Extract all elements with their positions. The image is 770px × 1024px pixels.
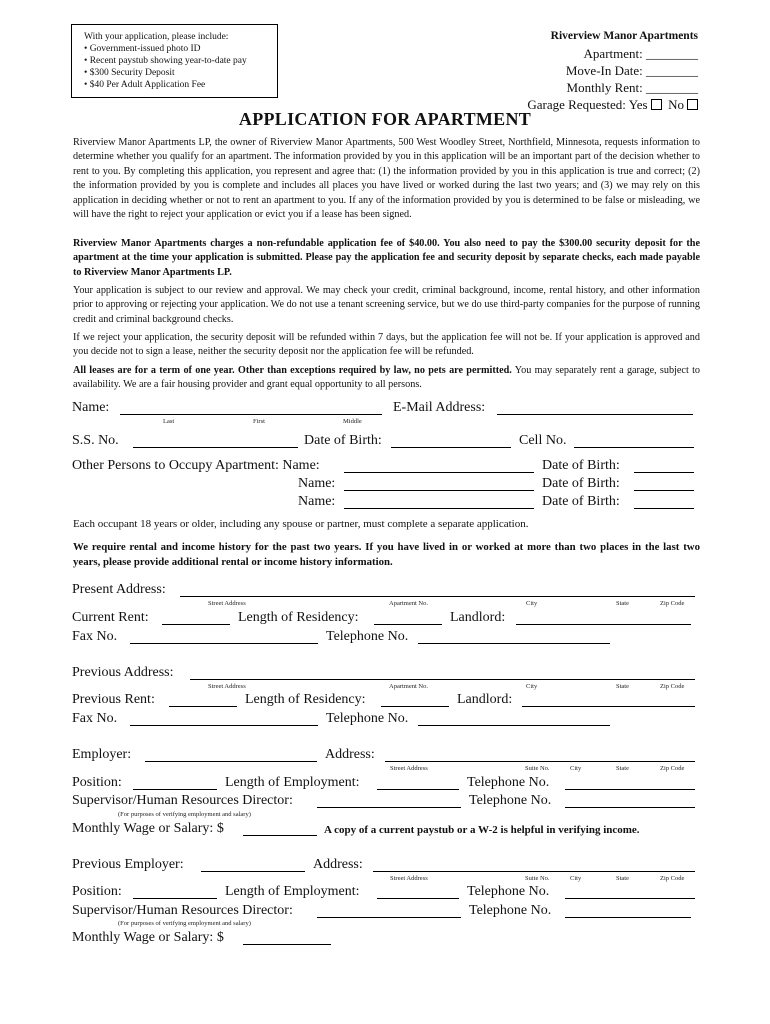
checklist-item: • $40 Per Adult Application Fee [84, 80, 206, 90]
employer-telephone-line[interactable] [565, 789, 695, 790]
garage-no-label: No [668, 97, 684, 112]
purposes-hint: (For purposes of verifying employment and salary) [118, 811, 251, 818]
first-name-hint: First [253, 418, 265, 425]
telephone-line[interactable] [418, 725, 610, 726]
employer-address-line[interactable] [385, 761, 695, 762]
dob-input-line[interactable] [391, 447, 511, 448]
zip-hint: Zip Code [660, 600, 685, 607]
supervisor-label: Supervisor/Human Resources Director: [72, 903, 293, 918]
supervisor-telephone-line[interactable] [565, 917, 691, 918]
monthly-rent-field[interactable]: Monthly Rent: ________ [566, 80, 698, 95]
wage-label: Monthly Wage or Salary: $ [72, 821, 224, 836]
apartment-field[interactable]: Apartment: ________ [583, 46, 698, 61]
garage-label: Garage Requested: [527, 97, 626, 112]
residency-line[interactable] [381, 706, 449, 707]
wage-label: Monthly Wage or Salary: $ [72, 930, 224, 945]
telephone-label: Telephone No. [326, 629, 409, 644]
employer-label: Employer: [72, 747, 132, 762]
previous-rent-line[interactable] [169, 706, 237, 707]
checklist-intro: With your application, please include: [84, 32, 229, 42]
previous-employer-label: Previous Employer: [72, 857, 184, 872]
current-rent-label: Current Rent: [72, 610, 149, 625]
wage-line[interactable] [243, 944, 331, 945]
occupant-name-line[interactable] [344, 508, 534, 509]
street-hint: Street Address [390, 875, 428, 882]
state-hint: State [616, 875, 629, 882]
position-line[interactable] [133, 898, 217, 899]
previous-address-line[interactable] [190, 679, 695, 680]
required-documents-box [71, 24, 278, 98]
ssn-label: S.S. No. [72, 433, 119, 448]
supervisor-line[interactable] [317, 807, 461, 808]
state-hint: State [616, 600, 629, 607]
occupant-name-line[interactable] [344, 472, 534, 473]
fax-line[interactable] [130, 725, 318, 726]
purposes-hint: (For purposes of verifying employment and salary) [118, 920, 251, 927]
landlord-line[interactable] [516, 624, 691, 625]
landlord-line[interactable] [522, 706, 695, 707]
occupant-name-line[interactable] [344, 490, 534, 491]
intro-paragraph: Riverview Manor Apartments LP, the owner of Riverview Manor Apartments, 500 West Woodley Street, Northfield, Minnesota, requests information to determine whether you qualify for an apartment. The information provided by you in this application will be an important part of the decision whether to rent to you. By completing this application, you represent and agree that: (1) the information provided by you in this application is true and correct; (2) the information provided by you is complete and includes all places you have lived or worked during the last two years; and (3) we may rely on this application in deciding whether or not to rent an apartment to you. If any of the information provided by you is determined to be false or misleading, we will have the right to reject your application or evict you if a lease has been signed. [73, 137, 700, 221]
employer-address-label: Address: [325, 747, 375, 762]
employer-line[interactable] [145, 761, 317, 762]
dob-label: Date of Birth: [304, 433, 382, 448]
residency-line[interactable] [374, 624, 442, 625]
present-address-label: Present Address: [72, 582, 166, 597]
employment-length-label: Length of Employment: [225, 884, 360, 899]
checklist-item: • $300 Security Deposit [84, 68, 175, 78]
employer-telephone-label: Telephone No. [467, 884, 550, 899]
refund-paragraph: If we reject your application, the security deposit will be refunded within 7 days, but the application fee will not be. If your application is approved and you decide not to sign a lease, neither the security deposit nor the application fee will be refunded. [73, 332, 700, 358]
previous-rent-label: Previous Rent: [72, 692, 155, 707]
zip-hint: Zip Code [660, 875, 685, 882]
landlord-label: Landlord: [457, 692, 513, 707]
position-line[interactable] [133, 789, 217, 790]
position-label: Position: [72, 884, 122, 899]
checklist-item: • Government-issued photo ID [84, 44, 201, 54]
city-hint: City [570, 875, 582, 882]
fax-label: Fax No. [72, 711, 118, 726]
zip-hint: Zip Code [660, 683, 685, 690]
page-title: APPLICATION FOR APARTMENT [238, 109, 532, 129]
cell-input-line[interactable] [574, 447, 694, 448]
employment-length-line[interactable] [377, 898, 459, 899]
fax-label: Fax No. [72, 629, 118, 644]
occupant-name-label: Name: [298, 494, 336, 509]
suite-no-hint: Suite No. [525, 875, 550, 882]
state-hint: State [616, 765, 629, 772]
apartment-header [527, 28, 698, 113]
lease-terms-rest: You may separately rent a garage, subject to availability. We are a fair housing provider and grant equal opportunity to all persons. [73, 365, 700, 391]
street-hint: Street Address [390, 765, 428, 772]
occupant-dob-line[interactable] [634, 472, 694, 473]
fax-line[interactable] [130, 643, 318, 644]
middle-name-hint: Middle [343, 418, 362, 425]
previous-employer-address-line[interactable] [373, 871, 695, 872]
cell-label: Cell No. [519, 433, 567, 448]
other-occupants-label: Other Persons to Occupy Apartment: Name: [72, 458, 320, 473]
city-hint: City [526, 600, 538, 607]
paystub-note: A copy of a current paystub or a W-2 is helpful in verifying income. [324, 824, 640, 836]
apt-no-hint: Apartment No. [389, 683, 428, 690]
occupant-dob-label: Date of Birth: [542, 494, 620, 509]
previous-employer-address-label: Address: [313, 857, 363, 872]
employer-telephone-line[interactable] [565, 898, 695, 899]
employment-length-label: Length of Employment: [225, 775, 360, 790]
residency-label: Length of Residency: [245, 692, 366, 707]
email-label: E-Mail Address: [393, 400, 486, 415]
city-hint: City [570, 765, 582, 772]
move-in-date-field[interactable]: Move-In Date: ________ [565, 63, 698, 78]
street-hint: Street Address [208, 683, 246, 690]
name-label: Name: [72, 400, 110, 415]
garage-yes-label: Yes [628, 97, 648, 112]
zip-hint: Zip Code [660, 765, 685, 772]
wage-line[interactable] [243, 835, 317, 836]
email-input-line[interactable] [497, 414, 693, 415]
occupant-dob-line[interactable] [634, 490, 694, 491]
occupant-note: Each occupant 18 years or older, including any spouse or partner, must complete a separate application. [73, 518, 529, 530]
lease-terms-bold: All leases are for a term of one year. Other than exceptions required by law, no pets are permitted. [73, 365, 512, 376]
last-name-hint: Last [163, 418, 175, 425]
suite-no-hint: Suite No. [525, 765, 550, 772]
company-name: Riverview Manor Apartments [550, 30, 698, 42]
employer-telephone-label: Telephone No. [467, 775, 550, 790]
telephone-line[interactable] [418, 643, 610, 644]
previous-employer-line[interactable] [201, 871, 305, 872]
present-address-line[interactable] [180, 596, 695, 597]
supervisor-telephone-label: Telephone No. [469, 903, 552, 918]
current-rent-line[interactable] [162, 624, 230, 625]
telephone-label: Telephone No. [326, 711, 409, 726]
employment-length-line[interactable] [377, 789, 459, 790]
lease-terms-paragraph [73, 364, 700, 393]
landlord-label: Landlord: [450, 610, 506, 625]
occupant-dob-label: Date of Birth: [542, 458, 620, 473]
supervisor-line[interactable] [317, 917, 461, 918]
fee-paragraph: Riverview Manor Apartments charges a non-refundable application fee of $40.00. You also need to pay the $300.00 security deposit for the apartment at the time your application is submitted. Please pay the application fee and security deposit by separate checks, each made payable to Riverview Manor Apartments LP. [73, 238, 700, 278]
apt-no-hint: Apartment No. [389, 600, 428, 607]
street-hint: Street Address [208, 600, 246, 607]
supervisor-label: Supervisor/Human Resources Director: [72, 793, 293, 808]
previous-address-label: Previous Address: [72, 665, 174, 680]
checklist-item: • Recent paystub showing year-to-date pay [84, 56, 247, 66]
state-hint: State [616, 683, 629, 690]
residency-label: Length of Residency: [238, 610, 359, 625]
history-note: We require rental and income history for the past two years. If you have lived in or worked at more than two places in the last two years, please provide additional rental or income history information. [73, 541, 700, 568]
occupant-name-label: Name: [298, 476, 336, 491]
review-paragraph: Your application is subject to our review and approval. We may check your credit, criminal background, income, rental history, and other information prior to approving or rejecting your application. We do not use a tenant screening service, but we do use third-party companies for the purpose of running credit and criminal background checks. [73, 285, 700, 325]
occupant-dob-line[interactable] [634, 508, 694, 509]
position-label: Position: [72, 775, 122, 790]
ssn-input-line[interactable] [133, 447, 298, 448]
supervisor-telephone-label: Telephone No. [469, 793, 552, 808]
city-hint: City [526, 683, 538, 690]
supervisor-telephone-line[interactable] [565, 807, 695, 808]
occupant-dob-label: Date of Birth: [542, 476, 620, 491]
name-input-line[interactable] [120, 414, 382, 415]
